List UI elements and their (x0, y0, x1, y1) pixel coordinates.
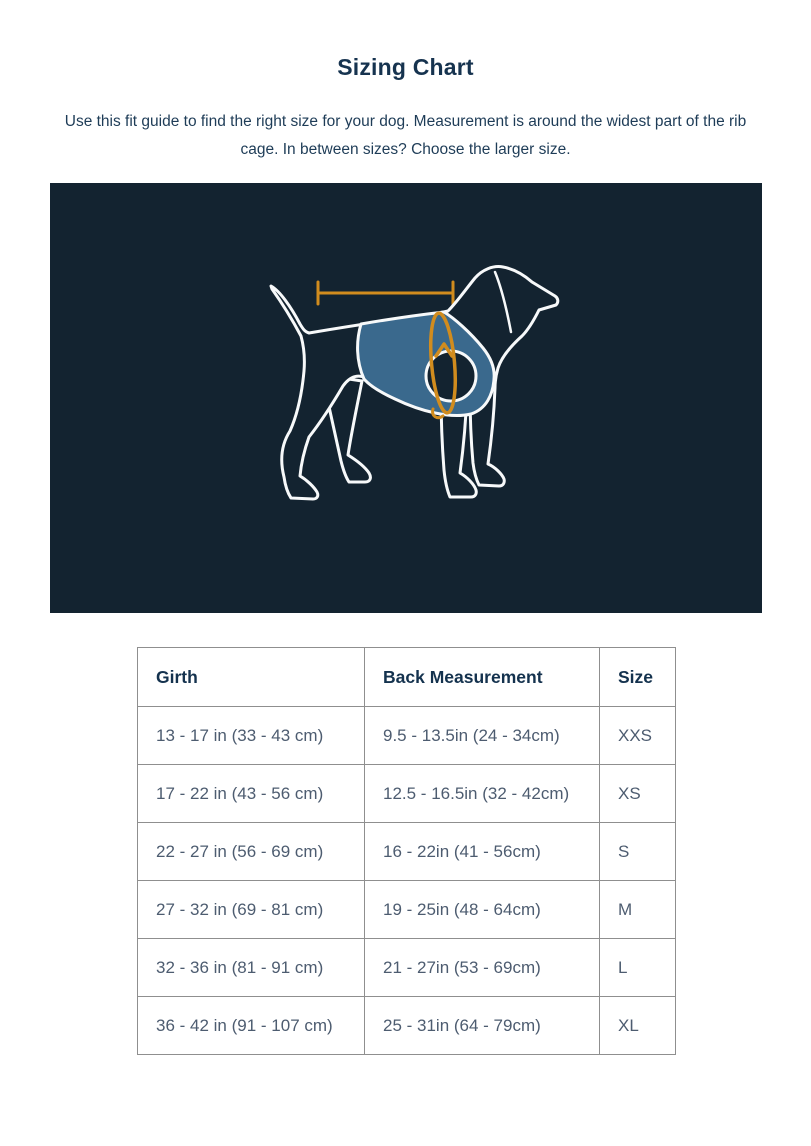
table-cell: M (600, 881, 676, 939)
table-cell: 9.5 - 13.5in (24 - 34cm) (365, 707, 600, 765)
table-cell: 16 - 22in (41 - 56cm) (365, 823, 600, 881)
table-cell: S (600, 823, 676, 881)
page-subtitle: Use this fit guide to find the right size for your dog. Measurement is around the widest part of the rib cage. In between sizes? Choose the larger size. (64, 113, 747, 158)
page-title: Sizing Chart (337, 54, 474, 80)
table-row (138, 997, 676, 1055)
table-cell: 13 - 17 in (33 - 43 cm) (138, 707, 365, 765)
table-cell: 27 - 32 in (69 - 81 cm) (138, 881, 365, 939)
table-cell: L (600, 939, 676, 997)
table-row (138, 823, 676, 881)
table-cell: 22 - 27 in (56 - 69 cm) (138, 823, 365, 881)
table-header-cell: Size (600, 648, 676, 707)
table-cell: XL (600, 997, 676, 1055)
table-cell: 17 - 22 in (43 - 56 cm) (138, 765, 365, 823)
table-cell: XXS (600, 707, 676, 765)
dog-vest-diagram (50, 183, 762, 613)
sizing-table (137, 647, 676, 1055)
table-cell: 19 - 25in (48 - 64cm) (365, 881, 600, 939)
table-cell: 12.5 - 16.5in (32 - 42cm) (365, 765, 600, 823)
table-header-cell: Back Measurement (365, 648, 600, 707)
table-row (138, 881, 676, 939)
table-cell: XS (600, 765, 676, 823)
table-cell: 21 - 27in (53 - 69cm) (365, 939, 600, 997)
table-cell: 36 - 42 in (91 - 107 cm) (138, 997, 365, 1055)
table-row (138, 765, 676, 823)
table-header-row (138, 648, 676, 707)
table-row (138, 707, 676, 765)
table-cell: 32 - 36 in (81 - 91 cm) (138, 939, 365, 997)
table-row (138, 939, 676, 997)
table-header-cell: Girth (138, 648, 365, 707)
dog-measurement-illustration (50, 183, 762, 613)
table-cell: 25 - 31in (64 - 79cm) (365, 997, 600, 1055)
